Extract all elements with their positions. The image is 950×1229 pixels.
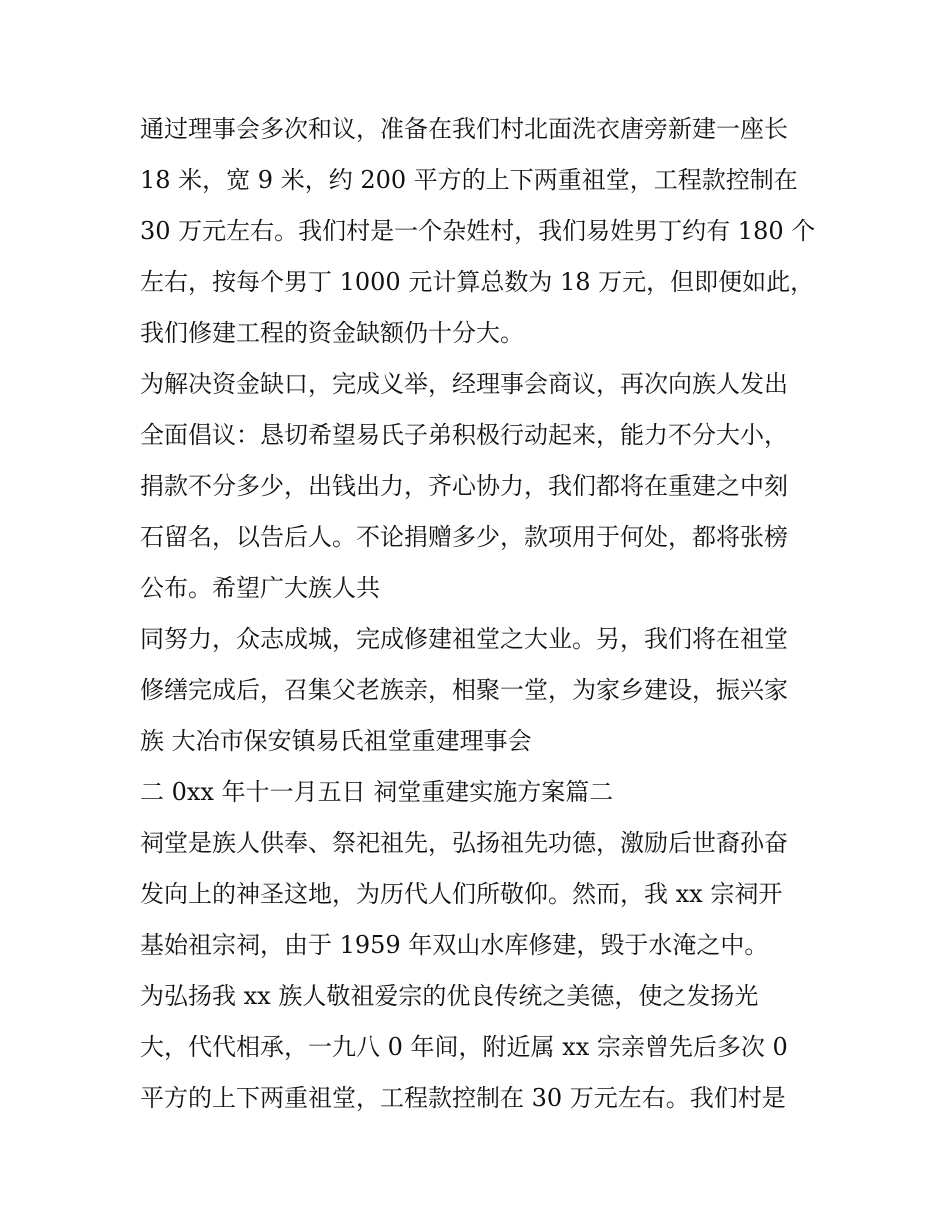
text-line: 大，代代相承，一九八 0 年间，附近属 xx 宗亲曾先后多次 0 [140,1033,788,1061]
text-line: 二 0xx 年十一月五日 祠堂重建实施方案篇二 [140,778,614,806]
document-body [140,110,830,1130]
text-line: 左右，按每个男丁 1000 元计算总数为 18 万元，但即便如此， [140,268,815,296]
text-line: 发向上的神圣这地，为历代人们所敬仰。然而，我 xx 宗祠开 [140,880,783,908]
text-line: 公布。希望广大族人共 [140,574,380,602]
text-line: 平方的上下两重祖堂，工程款控制在 30 万元左右。我们村是 [140,1084,786,1112]
text-line: 为解决资金缺口，完成义举，经理事会商议，再次向族人发出 [140,370,788,398]
text-line: 修缮完成后，召集父老族亲，相聚一堂，为家乡建设，振兴家 [140,676,788,704]
text-line: 我们修建工程的资金缺额仍十分大。 [140,319,524,347]
text-line: 基始祖宗祠，由于 1959 年双山水库修建，毁于水淹之中。 [140,931,769,959]
text-line: 为弘扬我 xx 族人敬祖爱宗的优良传统之美德，使之发扬光 [140,982,759,1010]
text-line: 同努力，众志成城，完成修建祖堂之大业。另，我们将在祖堂 [140,625,788,653]
text-line: 祠堂是族人供奉、祭祀祖先，弘扬祖先功德，激励后世裔孙奋 [140,829,788,857]
text-line: 18 米，宽 9 米，约 200 平方的上下两重祖堂，工程款控制在 [140,166,798,194]
text-line: 石留名，以告后人。不论捐赠多少，款项用于何处，都将张榜 [140,523,788,551]
text-line: 全面倡议：恳切希望易氏子弟积极行动起来，能力不分大小， [140,421,788,449]
text-line: 通过理事会多次和议，准备在我们村北面洗衣唐旁新建一座长 [140,115,788,143]
text-line: 捐款不分多少，出钱出力，齐心协力，我们都将在重建之中刻 [140,472,788,500]
text-line: 族 大冶市保安镇易氏祖堂重建理事会 [140,727,532,755]
text-line: 30 万元左右。我们村是一个杂姓村，我们易姓男丁约有 180 个 [140,217,816,245]
